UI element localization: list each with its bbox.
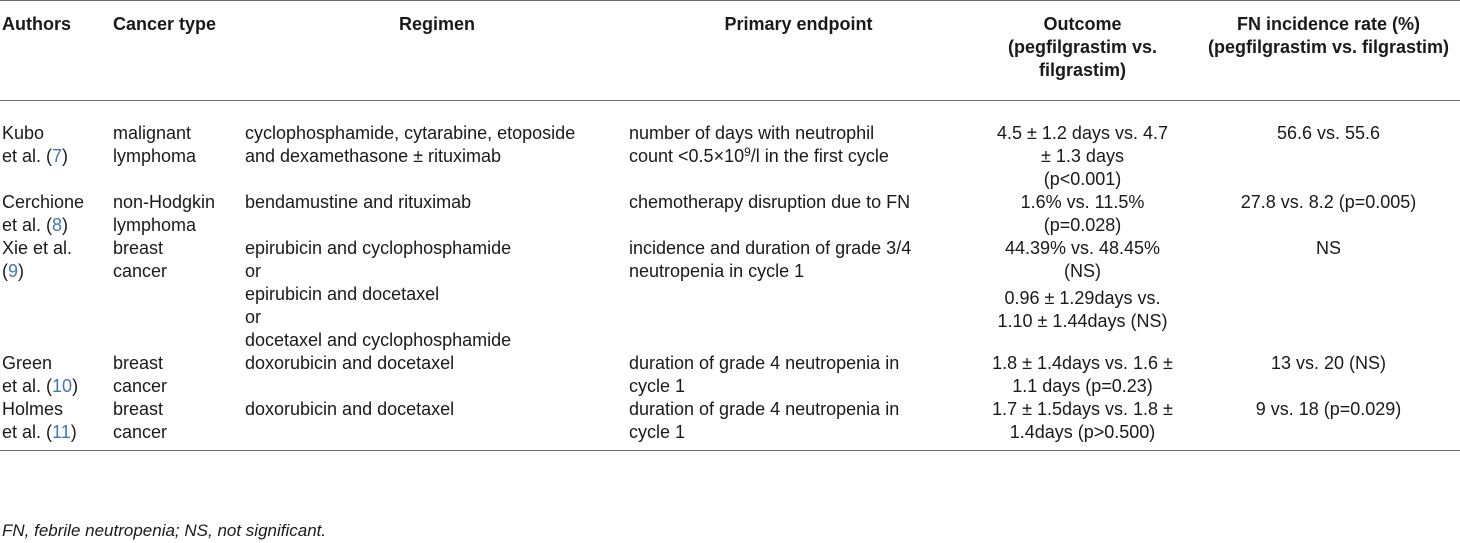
reference-link[interactable]: 10: [52, 376, 73, 396]
outcome-line: 1.1 days (p=0.23): [1012, 376, 1153, 396]
cancer-type-line: cancer: [113, 261, 168, 281]
table-footnote: FN, febrile neutropenia; NS, not significant.: [2, 521, 327, 540]
header-outcome-line: Outcome: [1043, 14, 1122, 34]
author-name: Green: [2, 353, 53, 373]
outcome-line: (p=0.028): [1043, 215, 1122, 235]
endpoint-line: duration of grade 4 neutropenia in: [629, 399, 900, 419]
reference-link[interactable]: 8: [52, 215, 63, 235]
regimen-line: docetaxel and cyclophosphamide: [245, 330, 512, 350]
reference-link[interactable]: 11: [52, 422, 71, 442]
author-close: ): [18, 261, 25, 281]
author-citation: [2, 260, 113, 283]
author-etal: (: [2, 261, 8, 281]
regimen-line: bendamustine and rituximab: [245, 192, 472, 212]
author-name: Xie et al.: [2, 238, 73, 258]
reference-link[interactable]: 7: [52, 146, 63, 166]
author-cell: [0, 191, 113, 237]
endpoint-line: cycle 1: [629, 376, 686, 396]
cancer-type-cell: [113, 191, 245, 237]
cancer-type-line: malignant: [113, 123, 192, 143]
header-outcome-line: filgrastim): [1038, 60, 1126, 80]
endpoint-text: count <0.5×10: [629, 146, 745, 166]
fn-rate-cell: 27.8 vs. 8.2 (p=0.005): [1240, 192, 1417, 212]
endpoint-line: chemotherapy disruption due to FN: [629, 192, 911, 212]
outcome-cell: [968, 101, 1197, 192]
outcome-block: [968, 287, 1197, 333]
header-outcome: [968, 1, 1197, 101]
author-close: ): [70, 422, 77, 442]
author-cell: [0, 101, 113, 192]
cancer-type-cell: [113, 101, 245, 192]
table-row: [0, 191, 1460, 237]
endpoint-cell: [629, 352, 968, 398]
author-close: ): [62, 215, 69, 235]
fn-rate-cell: 56.6 vs. 55.6: [1276, 123, 1381, 143]
outcome-block: [968, 237, 1197, 283]
table-row: [0, 398, 1460, 451]
cancer-type-line: breast: [113, 238, 164, 258]
header-regimen: Regimen: [398, 14, 476, 34]
endpoint-line: neutropenia in cycle 1: [629, 261, 805, 281]
outcome-line: (p<0.001): [1043, 169, 1122, 189]
cancer-type-cell: [113, 352, 245, 398]
outcome-line: 1.10 ± 1.44days (NS): [997, 311, 1168, 331]
endpoint-cell: [629, 398, 968, 451]
author-name: Kubo: [2, 123, 45, 143]
cancer-type-line: cancer: [113, 376, 168, 396]
regimen-cell: [245, 398, 629, 451]
regimen-line: cyclophosphamide, cytarabine, etoposide: [245, 123, 576, 143]
header-fn-line: FN incidence rate (%): [1236, 14, 1421, 34]
table-row: [0, 101, 1460, 192]
author-cell: [0, 237, 113, 352]
endpoint-cell: [629, 191, 968, 237]
author-name: Cerchione: [2, 192, 85, 212]
regimen-cell: [245, 352, 629, 398]
cancer-type-cell: [113, 398, 245, 451]
endpoint-line: number of days with neutrophil: [629, 123, 875, 143]
author-citation: [2, 214, 113, 237]
author-cell: [0, 352, 113, 398]
regimen-line: epirubicin and cyclophosphamide: [245, 238, 512, 258]
header-primary-endpoint: Primary endpoint: [724, 14, 873, 34]
regimen-cell: [245, 101, 629, 192]
outcome-line: 1.4days (p>0.500): [1009, 422, 1156, 442]
author-etal: et al. (: [2, 376, 53, 396]
author-etal: et al. (: [2, 146, 53, 166]
outcome-line: 1.6% vs. 11.5%: [1020, 192, 1145, 212]
outcome-cell: [968, 237, 1197, 352]
endpoint-text: /l in the first cycle: [750, 146, 889, 166]
cancer-type-line: non-Hodgkin: [113, 192, 216, 212]
header-fn-line: (pegfilgrastim vs. filgrastim): [1207, 37, 1450, 57]
regimen-line: doxorubicin and docetaxel: [245, 399, 455, 419]
endpoint-line: [629, 145, 968, 168]
author-close: ): [62, 146, 69, 166]
regimen-cell: [245, 237, 629, 352]
endpoint-superscript: 9: [744, 145, 751, 159]
author-citation: [2, 375, 113, 398]
author-close: ): [72, 376, 79, 396]
endpoint-line: duration of grade 4 neutropenia in: [629, 353, 900, 373]
regimen-line: or: [245, 261, 262, 281]
header-fn-rate: [1197, 1, 1460, 101]
cancer-type-line: cancer: [113, 422, 168, 442]
author-citation: [2, 421, 113, 444]
header-cancer-type: Cancer type: [113, 14, 217, 34]
author-name: Holmes: [2, 399, 64, 419]
regimen-line: epirubicin and docetaxel: [245, 284, 440, 304]
outcome-line: 1.7 ± 1.5days vs. 1.8 ±: [992, 399, 1173, 419]
regimen-line: and dexamethasone ± rituximab: [245, 146, 502, 166]
cancer-type-cell: [113, 237, 245, 352]
author-etal: et al. (: [2, 215, 53, 235]
outcome-line: 44.39% vs. 48.45%: [1004, 238, 1161, 258]
endpoint-line: cycle 1: [629, 422, 686, 442]
endpoint-cell: [629, 237, 968, 352]
regimen-line: doxorubicin and docetaxel: [245, 353, 455, 373]
endpoint-cell: [629, 101, 968, 192]
table-row: [0, 352, 1460, 398]
header-authors: Authors: [2, 14, 71, 34]
outcome-line: 1.8 ± 1.4days vs. 1.6 ±: [992, 353, 1173, 373]
table-row: [0, 237, 1460, 352]
table-header: [0, 1, 1460, 101]
outcome-line: (NS): [1064, 261, 1101, 281]
fn-rate-cell: NS: [1315, 238, 1341, 258]
cancer-type-line: lymphoma: [113, 215, 197, 235]
outcome-cell: [968, 352, 1197, 398]
table-body: [0, 101, 1460, 451]
reference-link[interactable]: 9: [8, 261, 19, 281]
outcome-line: ± 1.3 days: [1041, 146, 1124, 166]
outcome-line: 4.5 ± 1.2 days vs. 4.7: [997, 123, 1168, 143]
fn-rate-cell: 9 vs. 18 (p=0.029): [1255, 399, 1402, 419]
author-cell: [0, 398, 113, 451]
cancer-type-line: breast: [113, 399, 164, 419]
cancer-type-line: breast: [113, 353, 164, 373]
endpoint-line: incidence and duration of grade 3/4: [629, 238, 912, 258]
cancer-type-line: lymphoma: [113, 146, 197, 166]
outcome-cell: [968, 398, 1197, 451]
regimen-cell: [245, 191, 629, 237]
fn-rate-cell: 13 vs. 20 (NS): [1270, 353, 1387, 373]
regimen-line: or: [245, 307, 262, 327]
author-citation: [2, 145, 113, 168]
author-etal: et al. (: [2, 422, 53, 442]
outcome-line: 0.96 ± 1.29days vs.: [1004, 288, 1161, 308]
outcome-cell: [968, 191, 1197, 237]
header-outcome-line: (pegfilgrastim vs.: [1007, 37, 1158, 57]
